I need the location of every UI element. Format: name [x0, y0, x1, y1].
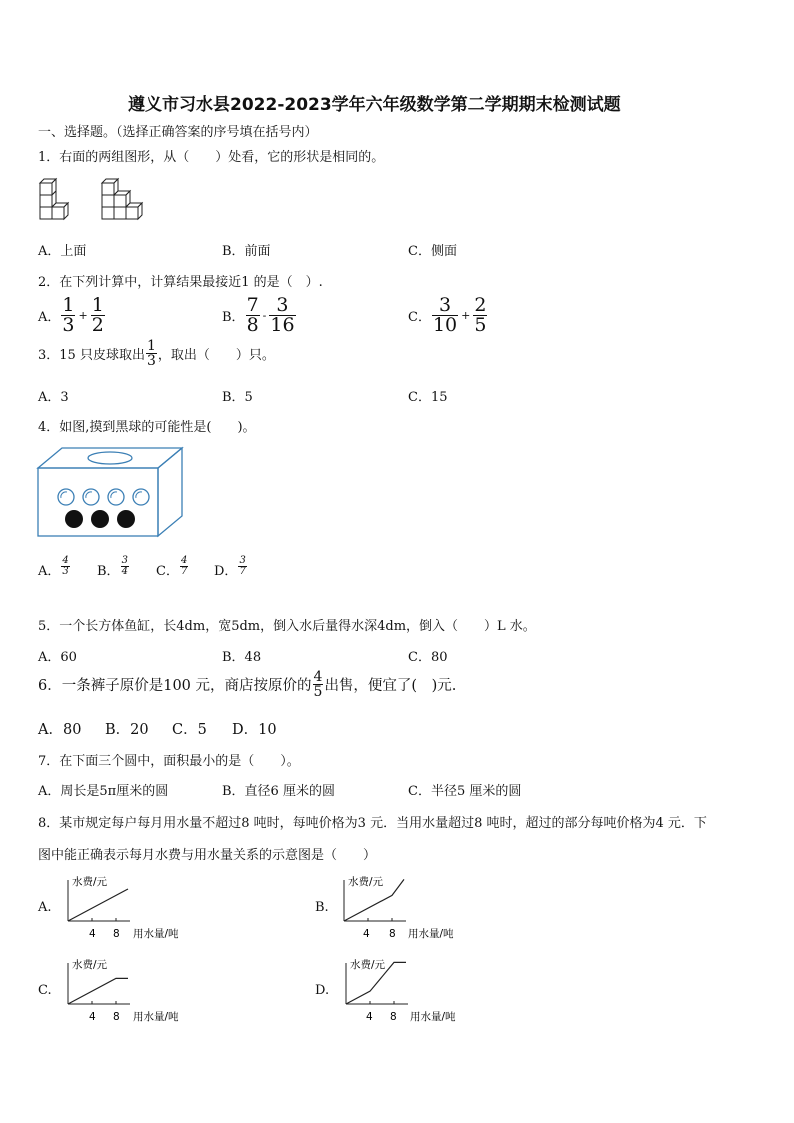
x-axis-label: 用水量/吨 [410, 1011, 456, 1023]
fraction [121, 556, 129, 577]
tick-label: 8 [113, 1011, 120, 1023]
question-8-stem-line-2: 图中能正确表示每月水费与用水量关系的示意图是（ ） [38, 848, 377, 863]
denominator: 3 [146, 353, 156, 369]
q4-option-c [156, 556, 189, 579]
fraction [146, 339, 157, 368]
denominator: 4 [121, 566, 128, 577]
q2-option-c [408, 296, 488, 335]
series-line [68, 978, 128, 1004]
q4-option-a [38, 556, 71, 579]
white-balls [58, 489, 149, 505]
q8-option-b-label: B. [315, 900, 329, 915]
numerator: 1 [91, 294, 104, 316]
q3-option-a: A．3 [38, 390, 69, 405]
denominator: 7 [180, 566, 188, 577]
section-heading: 一、选择题。（选择正确答案的序号填在括号内） [38, 125, 318, 140]
box-side [158, 448, 182, 536]
option-letter: B． [222, 310, 245, 325]
q1-option-c: C．侧面 [408, 244, 457, 259]
denominator: 7 [239, 566, 246, 577]
q6-stem-pre: 6．一条裤子原价是100 元，商店按原价的 [38, 678, 312, 694]
question-4-stem: 4．如图,摸到黑球的可能性是( )。 [38, 420, 256, 435]
q6-option-d: D．10 [232, 722, 277, 738]
operator: + [461, 309, 471, 322]
question-2-stem: 2．在下列计算中，计算结果最接近1 的是（ ）. [38, 275, 323, 290]
denominator: 3 [62, 314, 75, 336]
tick-label: 4 [89, 928, 96, 940]
question-8-stem-line-1: 8．某市规定每户每月用水量不超过8 吨时，每吨价格为3 元．当用水量超过8 吨时，超过的部分每吨价格为4 元．下 [38, 816, 707, 831]
option-letter: D． [214, 564, 238, 579]
numerator: 2 [474, 294, 487, 316]
numerator: 7 [246, 294, 259, 316]
denominator: 10 [432, 314, 458, 336]
q1-option-a: A．上面 [38, 244, 87, 259]
operator: + [78, 309, 88, 322]
q5-option-a: A．60 [38, 650, 77, 665]
fraction [246, 296, 260, 335]
tick-label: 4 [89, 1011, 96, 1023]
q7-option-b: B．直径6 厘米的圆 [222, 784, 335, 799]
q5-option-b: B．48 [222, 650, 262, 665]
numerator: 3 [276, 294, 289, 316]
q6-option-c: C．5 [172, 722, 207, 738]
chart-d [336, 955, 476, 1027]
black-balls [65, 510, 135, 528]
option-letter: A． [38, 564, 61, 579]
q6-stem-post: 出售，便宜了( )元. [324, 678, 457, 694]
fraction [473, 296, 487, 335]
y-axis-label: 水费/元 [72, 959, 108, 971]
denominator: 3 [62, 566, 69, 577]
chart-c [58, 955, 198, 1027]
fraction [61, 296, 75, 335]
tick-label: 4 [366, 1011, 373, 1023]
denominator: 5 [474, 314, 487, 336]
tick-label: 8 [113, 928, 120, 940]
q2-option-b [222, 296, 297, 335]
tick-label: 8 [389, 928, 396, 940]
fraction [313, 670, 324, 699]
box-opening [88, 452, 132, 464]
q7-option-a: A．周长是5π厘米的圆 [38, 784, 169, 799]
q2-option-a [38, 296, 106, 335]
series-line [68, 889, 128, 921]
cube-figures [34, 176, 144, 224]
x-axis-label: 用水量/吨 [133, 928, 179, 940]
q8-option-d-label: D. [315, 983, 330, 998]
fraction [238, 556, 246, 577]
fraction [91, 296, 105, 335]
question-3-stem [38, 339, 275, 368]
q3-stem-post: ，取出（ ）只。 [157, 348, 275, 363]
numerator: 1 [146, 338, 156, 354]
q8-option-c-label: C. [38, 983, 52, 998]
y-axis-label: 水费/元 [72, 876, 108, 888]
x-axis-label: 用水量/吨 [133, 1011, 179, 1023]
numerator: 3 [121, 555, 128, 566]
q3-option-c: C．15 [408, 390, 448, 405]
question-5-stem: 5．一个长方体鱼缸，长4dm，宽5dm，倒入水后量得水深4dm，倒入（ ）L 水。 [38, 619, 536, 634]
numerator: 4 [62, 555, 69, 566]
page-title: 遵义市习水县2022-2023学年六年级数学第二学期期末检测试题 [128, 95, 621, 115]
q6-option-b: B．20 [105, 722, 149, 738]
q4-option-b [97, 556, 130, 579]
fraction [432, 296, 458, 335]
numerator: 1 [62, 294, 75, 316]
y-axis-label: 水费/元 [348, 876, 384, 888]
fraction [269, 296, 295, 335]
q4-option-d [214, 556, 248, 579]
question-6-stem [38, 670, 456, 699]
question-1-stem: 1．右面的两组图形，从（ ）处看，它的形状是相同的。 [38, 150, 385, 165]
denominator: 8 [246, 314, 259, 336]
question-7-stem: 7．在下面三个圆中，面积最小的是（ ）。 [38, 754, 300, 769]
cube-figure-right [102, 179, 142, 219]
tick-label: 4 [363, 928, 370, 940]
option-letter: C． [156, 564, 179, 579]
numerator: 4 [313, 669, 323, 685]
q7-option-c: C．半径5 厘米的圆 [408, 784, 522, 799]
q1-option-b: B．前面 [222, 244, 271, 259]
fraction [180, 556, 188, 577]
chart-a [58, 872, 198, 944]
numerator: 4 [180, 555, 188, 566]
cube-figure-left [40, 179, 68, 219]
option-letter: C． [408, 310, 431, 325]
y-axis-label: 水费/元 [350, 959, 386, 971]
tick-label: 8 [390, 1011, 397, 1023]
q3-stem-pre: 3．15 只皮球取出 [38, 348, 145, 363]
x-axis-label: 用水量/吨 [408, 928, 454, 940]
option-letter: A． [38, 310, 61, 325]
numerator: 3 [239, 555, 246, 566]
operator: - [262, 309, 267, 322]
q8-option-a-label: A. [38, 900, 52, 915]
option-letter: B． [97, 564, 120, 579]
box-top [38, 448, 182, 468]
numerator: 3 [439, 294, 452, 316]
ball-box-figure [36, 446, 186, 540]
q6-option-a: A．80 [38, 722, 82, 738]
fraction [61, 556, 69, 577]
denominator: 2 [91, 314, 104, 336]
denominator: 5 [313, 684, 323, 700]
q5-option-c: C．80 [408, 650, 448, 665]
q3-option-b: B．5 [222, 390, 253, 405]
denominator: 16 [270, 314, 295, 336]
chart-b [334, 872, 474, 944]
